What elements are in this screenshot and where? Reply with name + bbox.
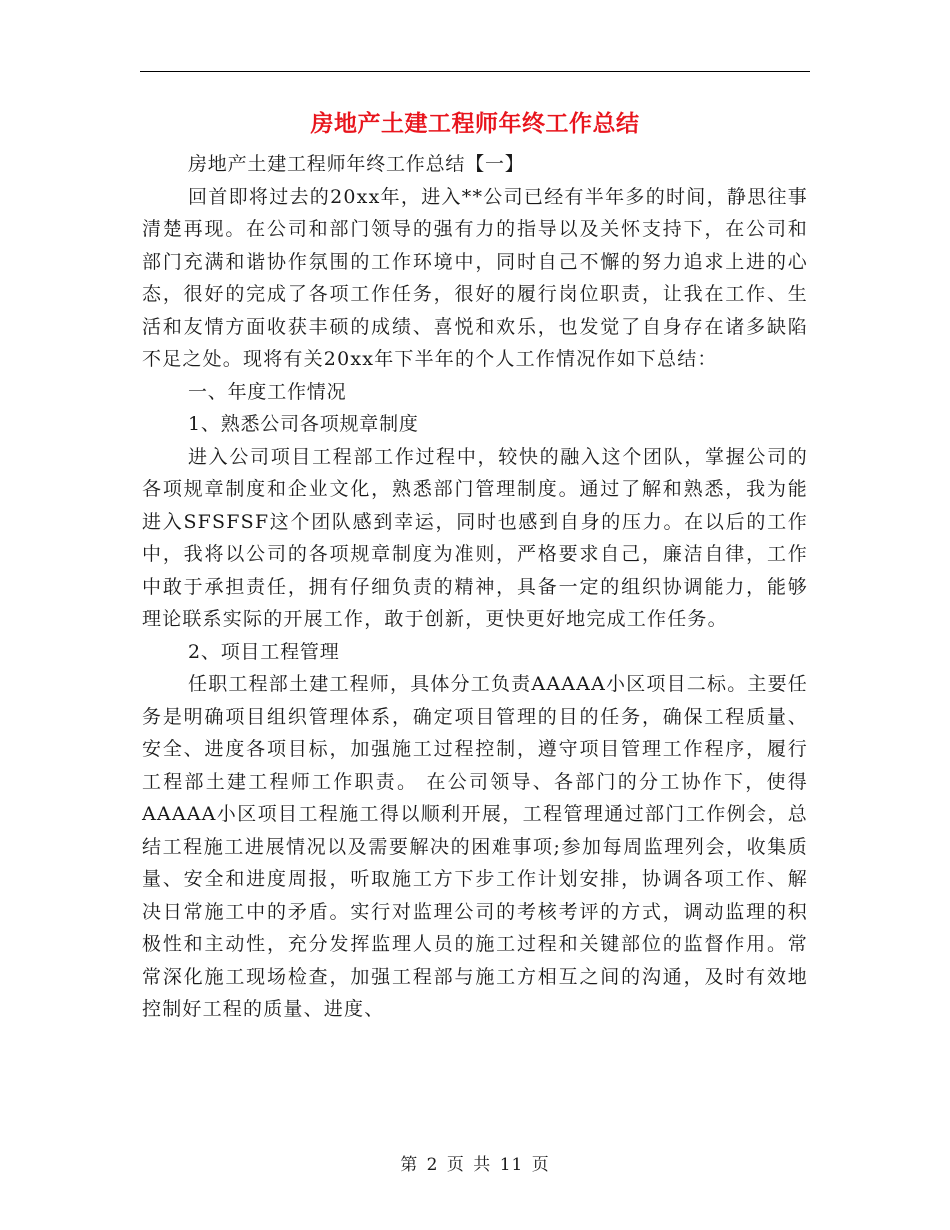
document-body: [142, 148, 808, 1026]
section-heading: 一、年度工作情况: [188, 380, 347, 403]
subsection-heading: 2、项目工程管理: [188, 640, 340, 663]
body-paragraph: 进入公司项目工程部工作过程中，较快的融入这个团队，掌握公司的各项规章制度和企业文化，熟悉部门管理制度。通过了解和熟悉，我为能进入SFSFSF这个团队感到幸运，同时也感到自身的压力。在以后的工作中，我将以公司的各项规章制度为准则，严格要求自己，廉洁自律，工作中敢于承担责任，拥有仔细负责的精神，具备一定的组织协调能力，能够理论联系实际的开展工作，敢于创新，更快更好地完成工作任务。: [142, 445, 808, 630]
page-footer: 第 2 页 共 11 页: [400, 1155, 550, 1175]
section-heading: 房地产土建工程师年终工作总结【一】: [188, 153, 525, 175]
subsection-heading: 1、熟悉公司各项规章制度: [188, 413, 419, 435]
body-paragraph: 回首即将过去的20xx年，进入**公司已经有半年多的时间，静思往事清楚再现。在公司和部门领导的强有力的指导以及关怀支持下，在公司和部门充满和谐协作氛围的工作环境中，同时自己不懈的努力追求上进的心态，很好的完成了各项工作任务，很好的履行岗位职责，让我在工作、生活和友情方面收获丰硕的成绩、喜悦和欢乐，也发觉了自身存在诸多缺陷不足之处。现将有关20xx年下半年的个人工作情况作如下总结：: [142, 185, 808, 370]
document-title: 房地产土建工程师年终工作总结: [310, 111, 640, 137]
header-rule: [140, 71, 810, 72]
body-paragraph: 任职工程部土建工程师，具体分工负责AAAAA小区项目二标。主要任务是明确项目组织管理体系，确定项目管理的目的任务，确保工程质量、安全、进度各项目标，加强施工过程控制，遵守项目管理工作程序，履行工程部土建工程师工作职责。 在公司领导、各部门的分工协作下，使得AAAAA小区项目工程施工得以顺利开展，工程管理通过部门工作例会，总结工程施工进展情况以及需要解决的困难事项;参加每周监理列会，收集质量、安全和进度周报，听取施工方下步工作计划安排，协调各项工作、解决日常施工中的矛盾。实行对监理公司的考核考评的方式，调动监理的积极性和主动性，充分发挥监理人员的施工过程和关键部位的监督作用。常常深化施工现场检查，加强工程部与施工方相互之间的沟通，及时有效地控制好工程的质量、进度、: [142, 673, 809, 1020]
